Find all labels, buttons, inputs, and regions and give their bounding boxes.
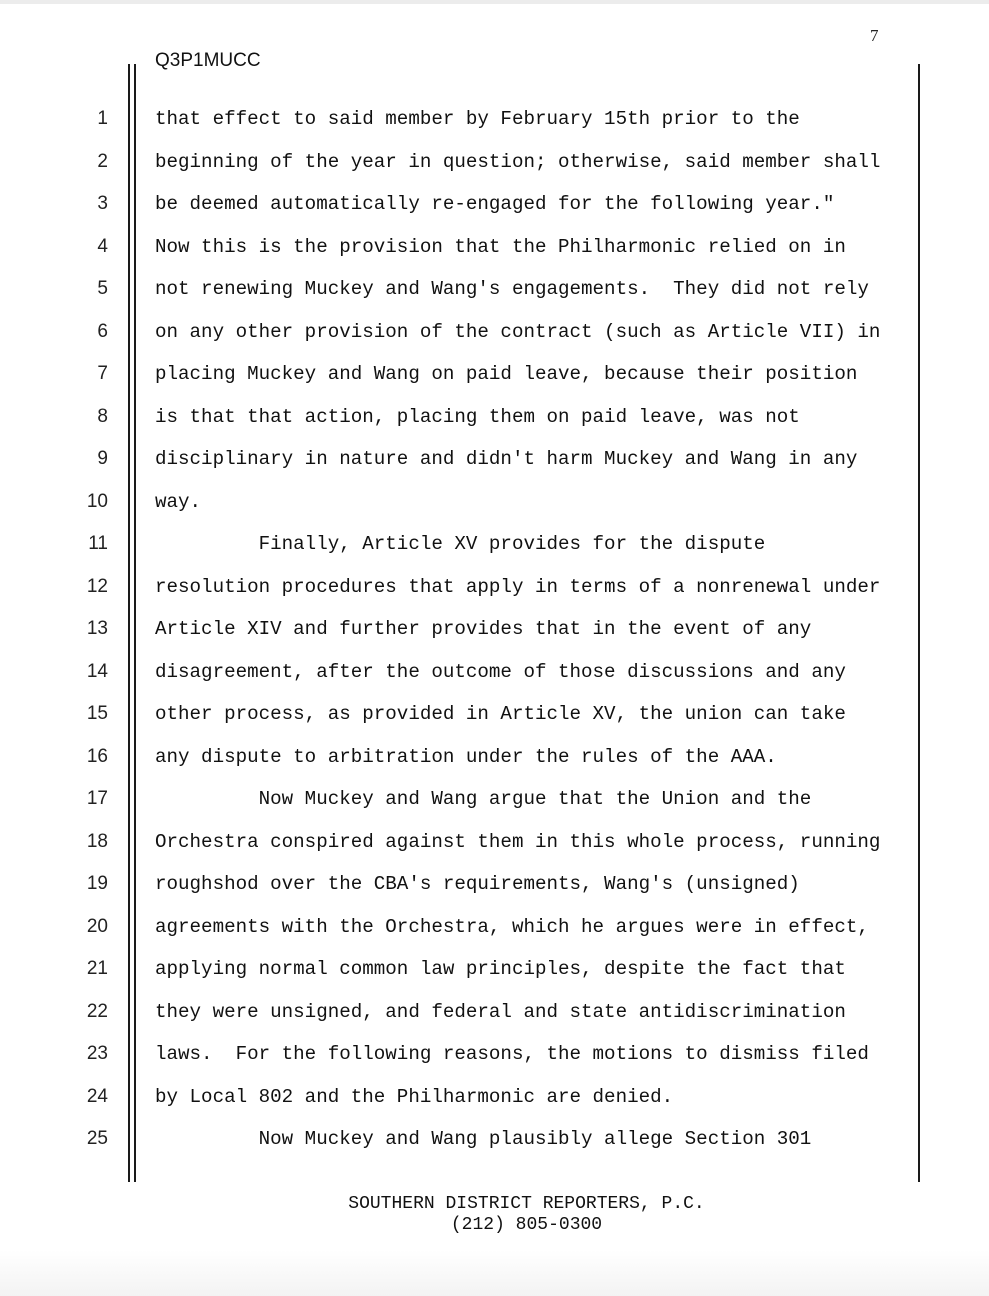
line-text: any dispute to arbitration under the rules of the AAA.: [155, 745, 777, 768]
transcript-line: [0, 355, 989, 398]
line-text: disciplinary in nature and didn't harm Muckey and Wang in any: [155, 448, 858, 470]
line-text: other process, as provided in Article XV, the union can take: [155, 703, 846, 725]
transcript-line: [0, 1120, 989, 1163]
line-number: 8: [97, 405, 108, 427]
line-number: 9: [97, 448, 108, 469]
line-number: 15: [86, 703, 108, 724]
line-number: 5: [97, 278, 108, 299]
line-number: 1: [97, 108, 108, 129]
line-number: 7: [97, 363, 108, 384]
transcript-line: [0, 1035, 989, 1078]
line-number: 6: [97, 320, 108, 342]
transcript-line: [0, 780, 989, 823]
transcript-line: [0, 823, 989, 866]
line-number: 24: [86, 1085, 108, 1107]
transcript-line: [0, 865, 989, 908]
transcript-line: [0, 993, 989, 1036]
line-text: on any other provision of the contract (such as Article VII) in: [155, 320, 881, 343]
transcript-line: [0, 610, 989, 653]
transcript-line: [0, 483, 989, 526]
line-text: Orchestra conspired against them in this whole process, running: [155, 830, 881, 853]
transcript-line: [0, 143, 989, 186]
reporter-phone: (212) 805-0300: [450, 1215, 603, 1235]
transcript-line: [0, 185, 989, 228]
transcript-line: [0, 568, 989, 611]
transcript-line: [0, 738, 989, 781]
transcript-line: [0, 950, 989, 993]
line-number: 12: [86, 575, 108, 597]
transcript-line: [0, 100, 989, 143]
line-text: way.: [155, 490, 202, 513]
transcript-line: [0, 440, 989, 483]
line-text: not renewing Muckey and Wang's engagements. They did not rely: [155, 278, 869, 300]
line-text: beginning of the year in question; otherwise, said member shall: [155, 150, 881, 173]
page-number: 7: [870, 26, 879, 45]
line-text: by Local 802 and the Philharmonic are denied.: [155, 1085, 674, 1108]
line-number: 4: [97, 235, 108, 257]
line-text: Finally, Article XV provides for the dispute: [155, 533, 766, 555]
line-number: 16: [86, 745, 108, 767]
line-number: 11: [88, 533, 108, 554]
line-number: 22: [86, 1000, 108, 1022]
line-number: 13: [86, 618, 108, 639]
transcript-line: [0, 270, 989, 313]
line-text: be deemed automatically re-engaged for the following year.": [155, 193, 835, 215]
transcript-line: [0, 908, 989, 951]
line-number: 21: [86, 958, 108, 979]
line-number: 14: [86, 660, 108, 682]
line-text: laws. For the following reasons, the motions to dismiss filed: [155, 1043, 869, 1065]
transcript-line: [0, 228, 989, 271]
line-number: 2: [97, 150, 108, 172]
reporter-name: SOUTHERN DISTRICT REPORTERS, P.C.: [348, 1194, 705, 1214]
line-text: roughshod over the CBA's requirements, Wang's (unsigned): [155, 873, 800, 895]
line-number: 18: [86, 830, 108, 852]
line-number: 20: [86, 915, 108, 937]
page-footer: [0, 1194, 989, 1236]
transcript-line: [0, 525, 989, 568]
transcript-line: [0, 653, 989, 696]
line-text: Now this is the provision that the Philharmonic relied on in: [155, 235, 846, 258]
case-id: Q3P1MUCC: [155, 50, 261, 71]
line-text: that effect to said member by February 15th prior to the: [155, 108, 800, 130]
transcript-line: [0, 313, 989, 356]
line-text: disagreement, after the outcome of those discussions and any: [155, 660, 846, 683]
line-text: Now Muckey and Wang argue that the Union and the: [155, 788, 812, 810]
line-number: 3: [97, 193, 108, 214]
transcript-line: [0, 695, 989, 738]
transcript-line: [0, 1078, 989, 1121]
transcript-lines: [0, 100, 989, 1163]
line-text: is that that action, placing them on paid leave, was not: [155, 405, 800, 428]
line-text: applying normal common law principles, despite the fact that: [155, 958, 846, 980]
line-text: Article XIV and further provides that in the event of any: [155, 618, 812, 640]
page-bottom-shade: [0, 1250, 989, 1296]
line-number: 17: [86, 788, 108, 809]
line-number: 19: [86, 873, 108, 894]
line-number: 25: [86, 1128, 108, 1149]
line-number: 23: [86, 1043, 108, 1064]
line-text: they were unsigned, and federal and state antidiscrimination: [155, 1000, 846, 1023]
transcript-line: [0, 398, 989, 441]
line-number: 10: [86, 490, 108, 512]
line-text: agreements with the Orchestra, which he argues were in effect,: [155, 915, 869, 938]
line-text: Now Muckey and Wang plausibly allege Section 301: [155, 1128, 812, 1150]
line-text: resolution procedures that apply in terms of a nonrenewal under: [155, 575, 881, 598]
line-text: placing Muckey and Wang on paid leave, because their position: [155, 363, 858, 385]
page-top-edge: [0, 0, 989, 4]
